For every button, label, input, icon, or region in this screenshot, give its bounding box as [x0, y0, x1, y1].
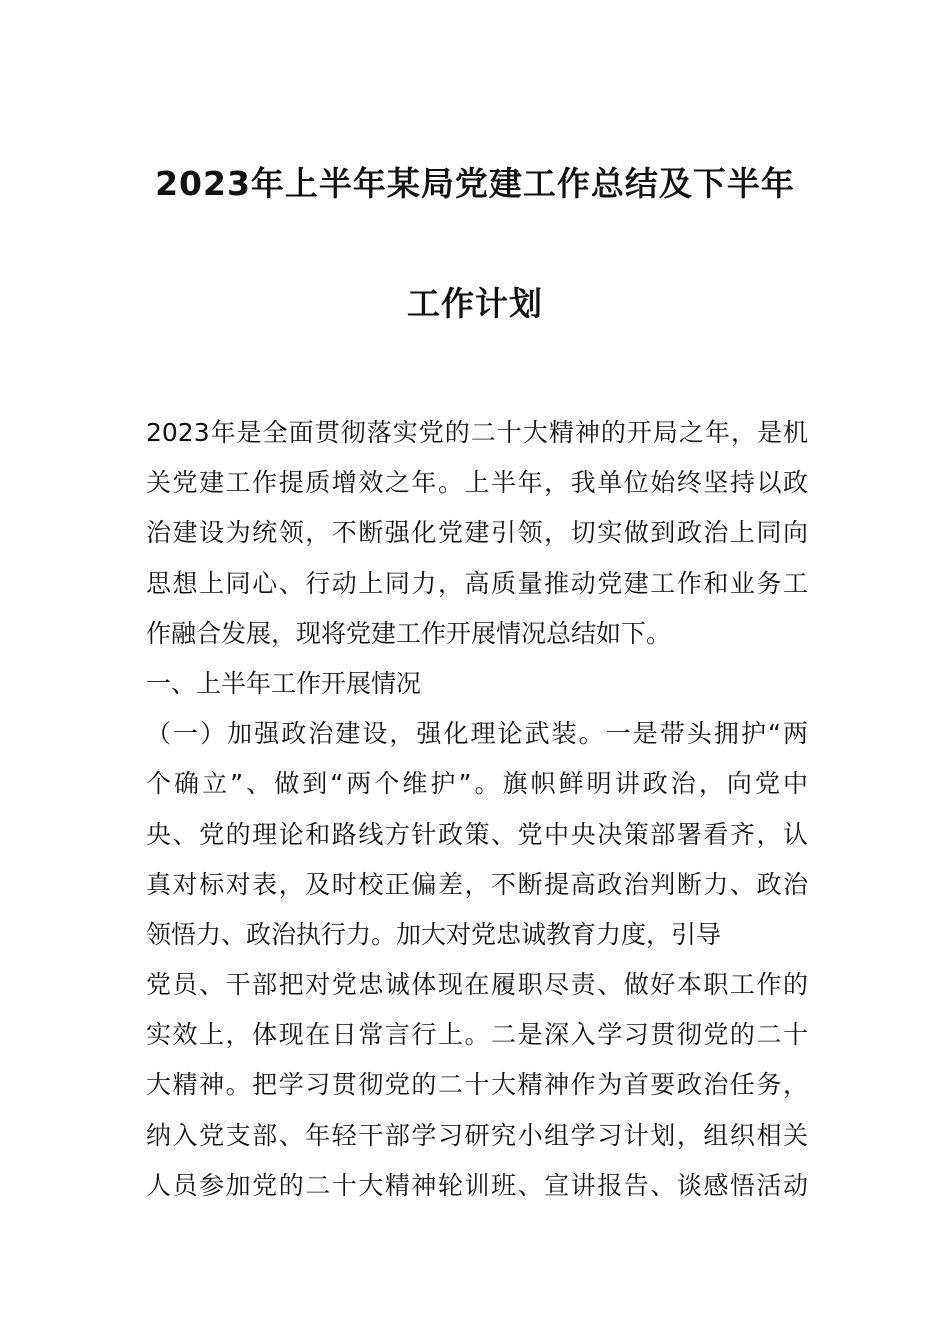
body-line: 纳入党支部、年轻干部学习研究小组学习计划，组织相关 — [146, 1120, 808, 1150]
body-line: 党员、干部把对党忠诚体现在履职尽责、做好本职工作的 — [146, 970, 808, 1000]
body-line: 思想上同心、行动上同力，高质量推动党建工作和业务工 — [146, 568, 808, 598]
document-body — [146, 408, 808, 1211]
section-heading: 一、上半年工作开展情况 — [146, 668, 422, 698]
body-line: 大精神。把学习贯彻党的二十大精神作为首要政治任务， — [146, 1070, 808, 1100]
body-line: 作融合发展，现将党建工作开展情况总结如下。 — [146, 618, 672, 648]
body-line: 领悟力、政治执行力。加大对党忠诚教育力度，引导 — [146, 919, 722, 949]
document-title-line-1: 2023年上半年某局党建工作总结及下半年 — [155, 164, 795, 203]
body-line: 真对标对表，及时校正偏差，不断提高政治判断力、政治 — [146, 869, 808, 899]
body-line: 央、党的理论和路线方针政策、党中央决策部署看齐，认 — [146, 819, 808, 849]
body-line: 治建设为统领，不断强化党建引领，切实做到政治上同向 — [146, 518, 808, 548]
body-line: （一）加强政治建设，强化理论武装。一是带头拥护“两 — [146, 719, 808, 749]
body-line: 个确立”、做到“两个维护”。旗帜鲜明讲政治，向党中 — [146, 769, 808, 799]
document-title-line-2: 工作计划 — [407, 284, 543, 323]
body-line: 实效上，体现在日常言行上。二是深入学习贯彻党的二十 — [146, 1020, 808, 1050]
body-line: 2023年是全面贯彻落实党的二十大精神的开局之年，是机 — [146, 418, 808, 447]
body-line: 关党建工作提质增效之年。上半年，我单位始终坚持以政 — [146, 468, 808, 498]
body-line: 人员参加党的二十大精神轮训班、宣讲报告、谈感悟活动 — [146, 1170, 808, 1200]
